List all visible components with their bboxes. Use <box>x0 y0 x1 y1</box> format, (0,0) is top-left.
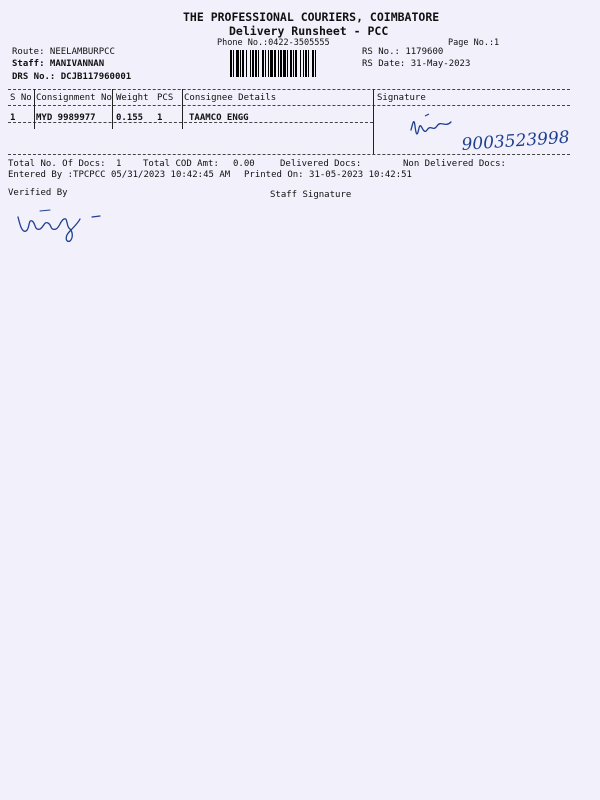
cell-weight: 0.155 <box>116 113 144 123</box>
rs-date: RS Date: 31-May-2023 <box>362 59 471 69</box>
delivered-docs-label: Delivered Docs: <box>280 159 362 169</box>
header-signature: Signature <box>377 93 426 103</box>
cell-consignment: MYD 9989977 <box>36 113 96 123</box>
header-sno: S No <box>10 93 32 103</box>
handwritten-phone: 9003523998 <box>460 127 571 155</box>
phone-number: Phone No.:0422-3505555 <box>217 38 330 48</box>
total-cod-value: 0.00 <box>233 159 255 169</box>
company-title: THE PROFESSIONAL COURIERS, COIMBATORE <box>183 10 440 24</box>
rs-number: RS No.: 1179600 <box>362 47 444 57</box>
header-consignee: Consignee Details <box>184 93 277 103</box>
col-divider <box>112 89 113 129</box>
page-number: Page No.:1 <box>448 38 500 48</box>
handwritten-signature <box>405 112 585 166</box>
cell-pcs: 1 <box>157 113 163 123</box>
total-docs-value: 1 <box>116 159 122 169</box>
printed-on: Printed On: 31-05-2023 10:42:51 <box>244 170 412 180</box>
verified-by-label: Verified By <box>8 188 68 198</box>
col-divider <box>182 89 183 129</box>
staff-signature-label: Staff Signature <box>270 190 352 200</box>
table-top-rule <box>8 89 570 90</box>
header-consignment: Consignment No <box>36 93 112 103</box>
barcode-image <box>230 50 353 77</box>
header-pcs: PCS <box>157 93 174 103</box>
route-text: Route: NEELAMBURPCC <box>12 47 115 57</box>
drs-number: DRS No.: DCJB117960001 <box>12 72 132 82</box>
verifier-signature <box>14 205 114 249</box>
entered-by: Entered By :TPCPCC 05/31/2023 10:42:45 AM <box>8 170 231 180</box>
staff-text: Staff: MANIVANNAN <box>12 59 105 69</box>
barcode-bar <box>316 50 318 77</box>
cell-sno: 1 <box>10 113 16 123</box>
total-docs-label: Total No. Of Docs: <box>8 159 106 169</box>
table-header-rule <box>8 105 570 106</box>
total-cod-label: Total COD Amt: <box>143 159 219 169</box>
col-divider <box>34 89 35 129</box>
document-subtitle: Delivery Runsheet - PCC <box>229 24 389 38</box>
cell-consignee: TAAMCO ENGG <box>189 113 249 123</box>
col-divider <box>373 89 374 154</box>
non-delivered-docs-label: Non Delivered Docs: <box>403 159 506 169</box>
header-weight: Weight <box>116 93 149 103</box>
